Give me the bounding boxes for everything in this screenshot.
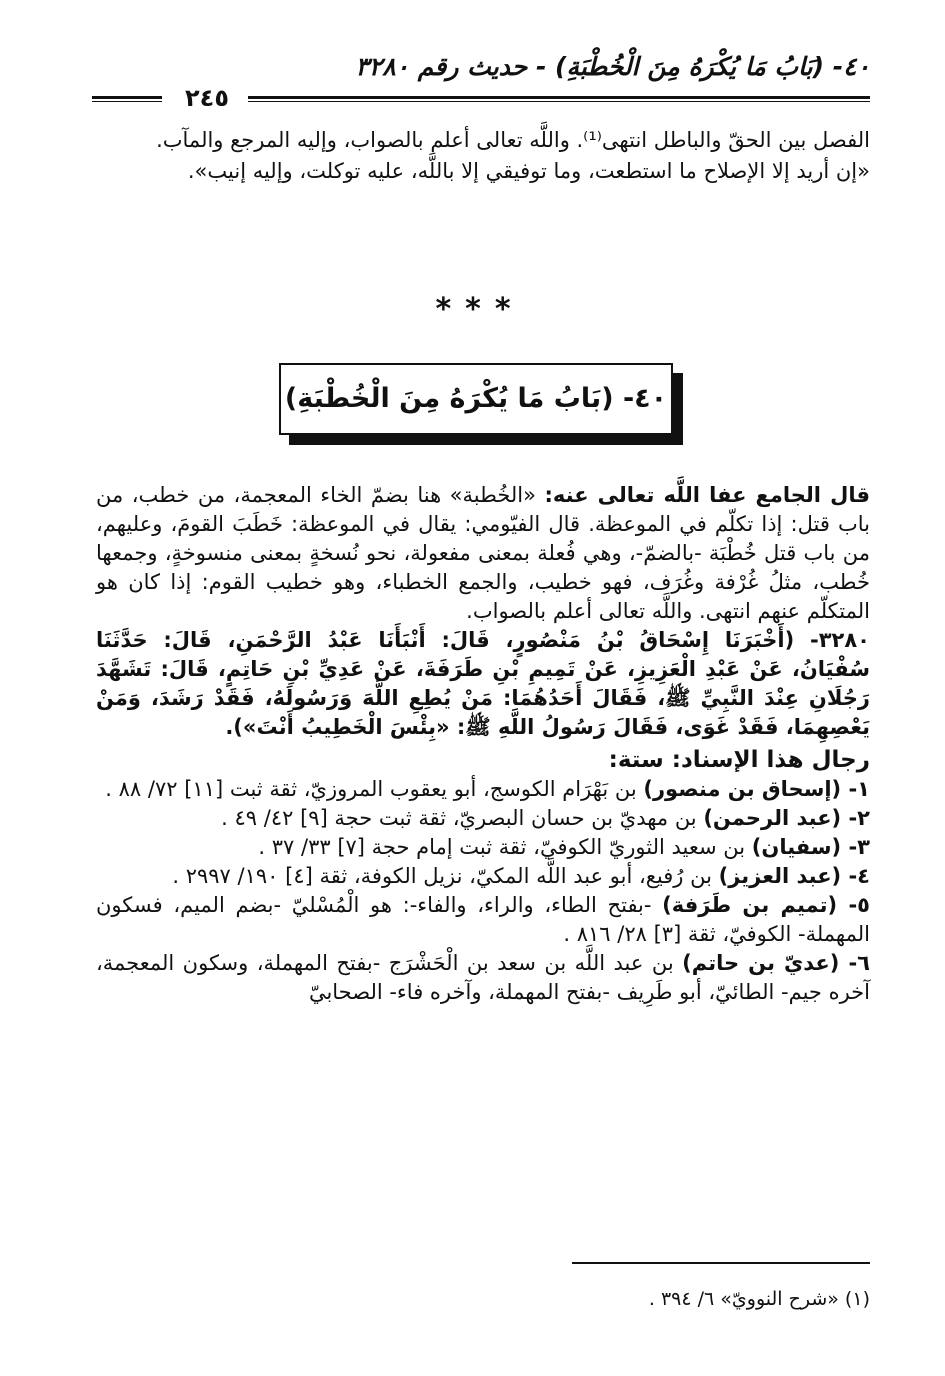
narrator-name: ١- (إسحاق بن منصور) [643,777,870,801]
narrator-name: ٣- (سفيان) [751,835,870,859]
closing-quote: «إن أريد إلا الإصلاح ما استطعت، وما توفيقي إلا باللَّه، عليه توكلت، وإليه إنيب». [187,159,870,183]
narrator-item [96,862,870,891]
intro-lead: قال الجامع عفا اللَّه تعالى عنه: [544,483,870,507]
hadith-paragraph [96,626,870,742]
footnote-rule [572,1262,870,1264]
running-header: ٤٠- (بَابُ مَا يُكْرَهُ مِنَ الْخُطْبَةِ) - حديث رقم ٣٢٨٠ [355,52,870,81]
narrator-item [96,804,870,833]
narrator-details: بن رُفيع، أبو عبد اللَّه المكيّ، نزيل الكوفة، ثقة [٤] ١٩٠/ ٢٩٩٧ . [172,864,719,888]
section-separator: *** [435,292,525,327]
header-rule-thin [248,101,870,102]
narrator-item [96,833,870,862]
narrators-heading: رجال هذا الإسناد: ستة: [608,747,870,773]
narrator-name: ٢- (عبد الرحمن) [703,806,870,830]
chapter-title-box: ٤٠- (بَابُ مَا يُكْرَهُ مِنَ الْخُطْبَةِ) [279,363,673,435]
narrator-name: ٦- (عديّ بن حاتم) [682,951,870,975]
narrator-details: -بفتح الطاء، والراء، والفاء-: هو الْمُسْليّ -بضم الميم، فسكون المهملة- الكوفيّ، ثقة [٣] ٢٨/ ٨١٦ . [96,893,870,946]
closing-paragraph: الفصل بين الحقّ والباطل انتهى⁽¹⁾. واللَّه تعالى أعلم بالصواب، وإليه المرجع والمآب. [156,128,870,152]
narrator-details: بن سعيد الثوريّ الكوفيّ، ثقة ثبت إمام حجة [٧] ٣٣/ ٣٧ . [258,835,752,859]
header-rule-left [92,96,162,99]
top-text [96,126,870,186]
header-rule [248,96,870,99]
page-number: ٢٤٥ [185,84,229,112]
header-rule-left-thin [92,101,162,102]
hadith-number: ٣٢٨٠- [810,628,870,652]
footnote: (١) «شرح النوويّ» ٦/ ٣٩٤ . [648,1288,870,1310]
narrator-details: بن مهديّ بن حسان البصريّ، ثقة ثبت حجة [٩] ٤٢/ ٤٩ . [221,806,704,830]
narrator-details: بن بَهْرَام الكوسج، أبو يعقوب المروزيّ، ثقة ثبت [١١] ٧٢/ ٨٨ . [105,777,644,801]
narrator-item [96,949,870,1007]
narrator-details: بن عبد اللَّه بن سعد بن الْحَشْرَج -بفتح المهملة، وسكون المعجمة، آخره جيم- الطائيّ، أبو طَرِيف -بفتح المهملة، وآخره فاء- الصحابيّ [96,951,870,1004]
intro-text: «الخُطبة» هنا بضمّ الخاء المعجمة، من خطب، من باب قتل: إذا تكلّم في الموعظة. قال الفيّومي: يقال في الموعظة: خَطَبَ القومَ، وعليهم، من باب قتل خُطْبَة -بالضمّ-، وهي فُعلة بمعنى مفعولة، نحو نُسخةٍ بمعنى منسوخةٍ، وجمعها خُطب، مثلُ غُرْفة وغُرَف، فهو خطيب، والجمع الخطباء، وهو خطيب القوم: إذا كان هو المتكلّم عنهم انتهى. واللَّه تعالى أعلم بالصواب. [96,483,870,623]
narrator-item [96,775,870,804]
hadith-text: (أَخْبَرَنَا إِسْحَاقُ بْنُ مَنْصُورٍ، قَالَ: أَنْبَأَنَا عَبْدُ الرَّحْمَنِ، قَالَ: حَدَّثَنَا سُفْيَانُ، عَنْ عَبْدِ الْعَزِيزِ، عَنْ تَمِيمِ بْنِ طَرَفَةَ، عَنْ عَدِيِّ بْنِ حَاتِمٍ، قَالَ: تَشَهَّدَ رَجُلَانِ عِنْدَ النَّبِيِّ ﷺ، فَقَالَ أَحَدُهُمَا: مَنْ يُطِعِ اللَّهَ وَرَسُولَهُ، فَقَدْ رَشَدَ، وَمَنْ يَعْصِهِمَا، فَقَدْ غَوَى، فَقَالَ رَسُولُ اللَّهِ ﷺ: «بِئْسَ الْخَطِيبُ أَنْتَ»). [96,628,870,739]
main-text [96,481,870,1007]
narrator-name: ٥- (تميم بن طَرَفة) [662,893,870,917]
narrator-item [96,891,870,949]
intro-paragraph [96,481,870,626]
narrator-name: ٤- (عبد العزيز) [718,864,870,888]
